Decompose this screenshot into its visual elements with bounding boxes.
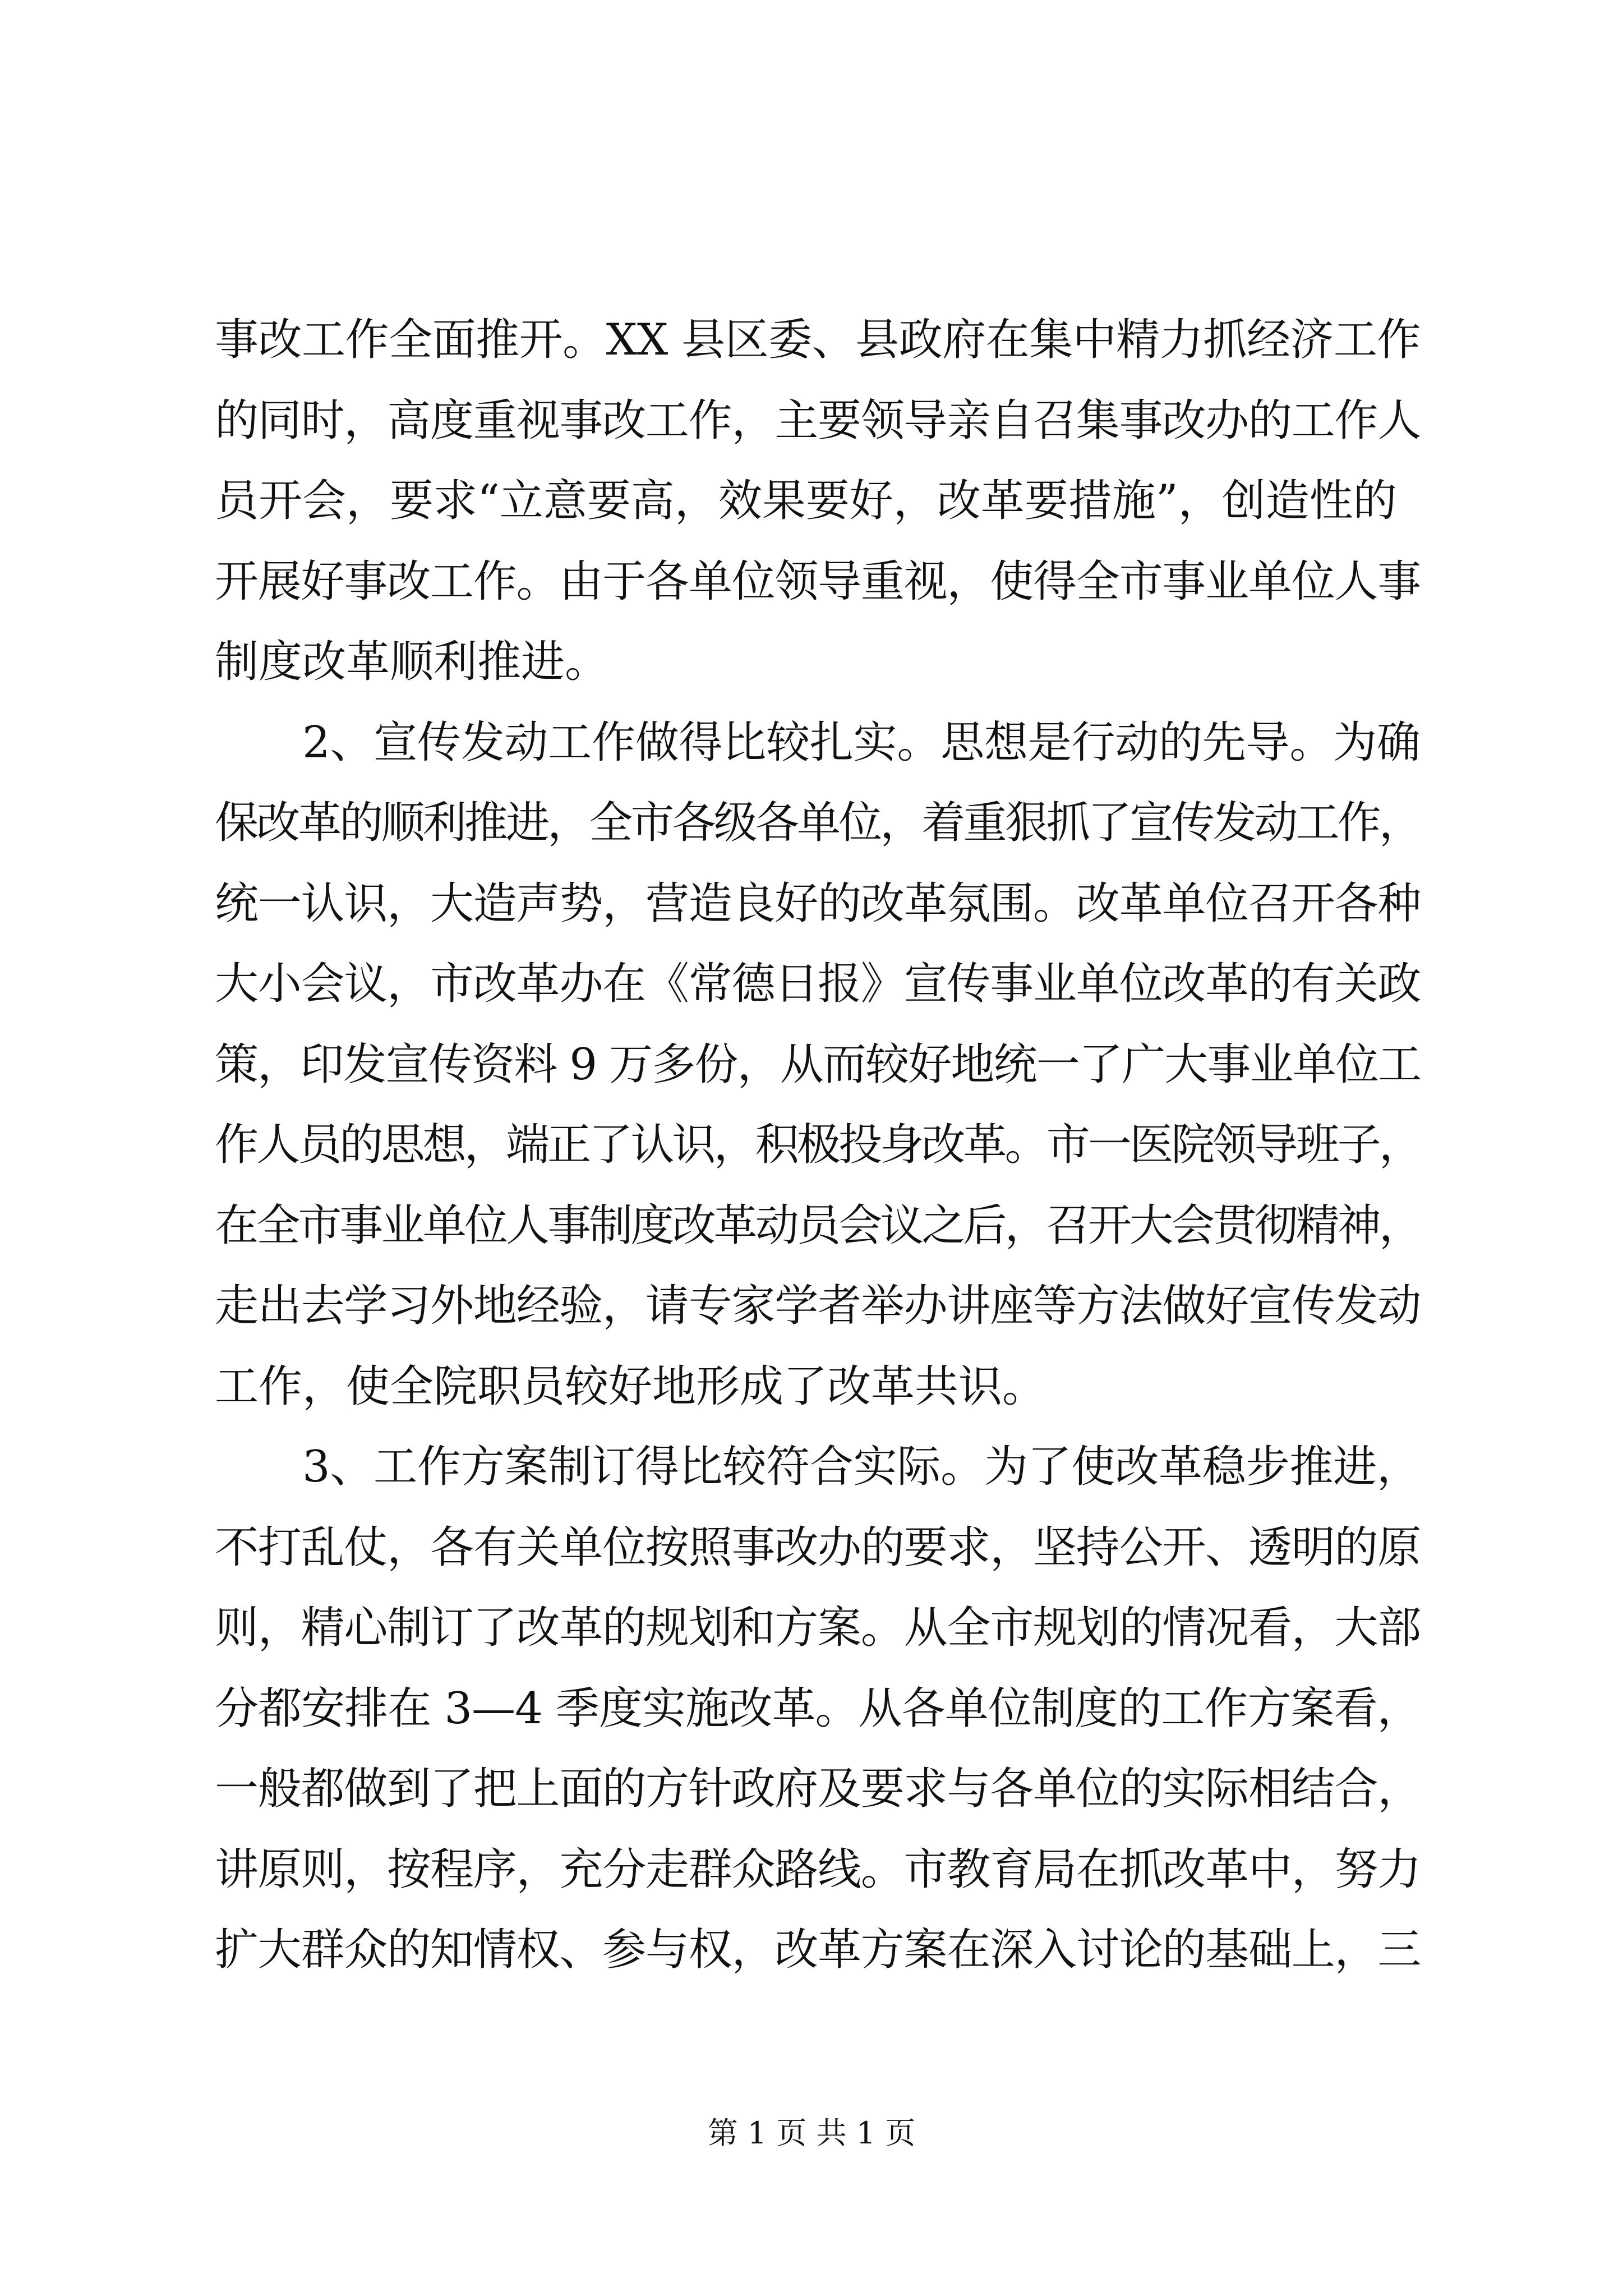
text-line: 分都安排在 3—4 季度实施改革。从各单位制度的工作方案看， [215, 1683, 1421, 1734]
text-line: 制度改革顺利推进。 [215, 637, 609, 687]
text-line: 讲原则，按程序，充分走群众路线。市教育局在抓改革中，努力 [215, 1844, 1421, 1895]
text-line: 不打乱仗，各有关单位按照事改办的要求，坚持公开、透明的原 [215, 1522, 1421, 1573]
text-line: 策，印发宣传资料 9 万多份，从而较好地统一了广大事业单位工 [215, 1039, 1421, 1090]
text-line: 在全市事业单位人事制度改革动员会议之后，召开大会贯彻精神， [215, 1200, 1421, 1251]
page-footer: 第 1 页 共 1 页 [707, 2115, 916, 2151]
text-line: 开展好事改工作。由于各单位领导重视，使得全市事业单位人事 [215, 556, 1421, 607]
text-line: 作人员的思想，端正了认识，积极投身改革。市一医院领导班子， [215, 1120, 1421, 1170]
text-line: 扩大群众的知情权、参与权，改革方案在深入讨论的基础上，三 [215, 1925, 1421, 1975]
text-line: 统一认识，大造声势，营造良好的改革氛围。改革单位召开各种 [215, 878, 1421, 929]
text-line: 的同时，高度重视事改工作，主要领导亲自召集事改办的工作人 [215, 395, 1421, 446]
text-line: 事改工作全面推开。XX 县区委、县政府在集中精力抓经济工作 [215, 315, 1421, 365]
text-line: 工作，使全院职员较好地形成了改革共识。 [215, 1361, 1046, 1412]
document-body [215, 300, 1421, 1991]
text-line: 大小会议，市改革办在《常德日报》宣传事业单位改革的有关政 [215, 959, 1421, 1009]
text-line: 3、工作方案制订得比较符合实际。为了使改革稳步推进， [302, 1442, 1421, 1492]
text-line: 保改革的顺利推进，全市各级各单位，着重狠抓了宣传发动工作， [215, 798, 1421, 848]
text-line: 员开会，要求“立意要高，效果要好，改革要措施”，创造性的 [215, 476, 1397, 526]
text-line: 2、宣传发动工作做得比较扎实。思想是行动的先导。为确 [302, 717, 1421, 768]
text-line: 走出去学习外地经验，请专家学者举办讲座等方法做好宣传发动 [215, 1281, 1421, 1331]
text-line: 一般都做到了把上面的方针政府及要求与各单位的实际相结合， [215, 1764, 1421, 1814]
text-line: 则，精心制订了改革的规划和方案。从全市规划的情况看，大部 [215, 1603, 1421, 1653]
